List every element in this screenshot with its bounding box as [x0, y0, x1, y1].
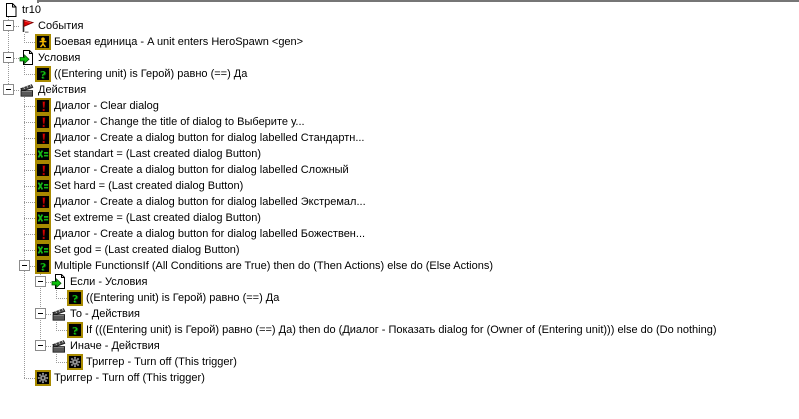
set-variable-icon	[35, 146, 51, 162]
tree-connector	[24, 106, 35, 107]
dialog-action-icon	[35, 98, 51, 114]
tree-connector	[24, 378, 35, 379]
tree-item-label[interactable]: Если - Условия	[70, 276, 148, 288]
tree-item-label[interactable]: Set standart = (Last created dialog Button)	[54, 148, 261, 160]
collapse-toggle-icon[interactable]	[19, 260, 30, 271]
tree-item-label[interactable]: Set extreme = (Last created dialog Button)	[54, 212, 261, 224]
tree-item-label[interactable]: Set hard = (Last created dialog Button)	[54, 180, 244, 192]
events-flag-icon	[19, 18, 35, 34]
trigger-document-icon	[3, 2, 19, 18]
tree-connector	[24, 42, 35, 43]
trigger-gear-icon	[67, 354, 83, 370]
tree-row-action-item	[0, 114, 799, 130]
tree-row-conditions	[0, 50, 799, 66]
tree-item-label[interactable]: Диалог - Create a dialog button for dialog labelled Стандартн...	[54, 132, 365, 144]
tree-row-action-item	[0, 130, 799, 146]
tree-item-label[interactable]: Диалог - Create a dialog button for dialog labelled Божествен...	[54, 228, 366, 240]
tree-item-label[interactable]: Диалог - Clear dialog	[54, 100, 159, 112]
tree-connector	[56, 362, 67, 363]
tree-row-then-actions	[0, 306, 799, 322]
tree-connector	[24, 250, 35, 251]
tree-item-label[interactable]: Триггер - Turn off (This trigger)	[54, 372, 205, 384]
tree-row-else-actions	[0, 338, 799, 354]
tree-item-label[interactable]: Диалог - Create a dialog button for dialog labelled Экстремал...	[54, 196, 366, 208]
tree-connector	[24, 218, 35, 219]
collapse-toggle-icon[interactable]	[3, 20, 14, 31]
tree-item-label[interactable]: Multiple FunctionsIf (All Conditions are True) then do (Then Actions) else do (Else Actions)	[54, 260, 493, 272]
tree-connector	[56, 298, 67, 299]
tree-row-action-item	[0, 98, 799, 114]
tree-row-action-item	[0, 242, 799, 258]
actions-clapper-icon	[51, 306, 67, 322]
tree-row-action-item	[0, 210, 799, 226]
dialog-action-icon	[35, 162, 51, 178]
tree-row-condition-item	[0, 290, 799, 306]
unit-event-icon	[35, 34, 51, 50]
tree-row-actions	[0, 82, 799, 98]
tree-item-label[interactable]: Диалог - Change the title of dialog to Выберите у...	[54, 116, 305, 128]
tree-connector	[56, 330, 67, 331]
tree-row-action-item	[0, 162, 799, 178]
collapse-toggle-icon[interactable]	[35, 340, 46, 351]
tree-row-action-item	[0, 194, 799, 210]
set-variable-icon	[35, 178, 51, 194]
tree-item-label[interactable]: Иначе - Действия	[70, 340, 160, 352]
dialog-action-icon	[35, 226, 51, 242]
tree-row-action-item	[0, 146, 799, 162]
tree-connector	[24, 122, 35, 123]
condition-question-icon	[35, 66, 51, 82]
tree-row-event-item	[0, 34, 799, 50]
tree-row-condition-item	[0, 66, 799, 82]
tree-item-label[interactable]: If (((Entering unit) is Герой) равно (==) Да) then do (Диалог - Показать dialog for (Owner of (Entering unit))) else do (Do nothing)	[86, 324, 717, 336]
collapse-toggle-icon[interactable]	[35, 308, 46, 319]
tree-item-label[interactable]: Условия	[38, 52, 81, 64]
tree-connector	[24, 74, 35, 75]
dialog-action-icon	[35, 194, 51, 210]
tree-row-action-item	[0, 370, 799, 386]
tree-connector	[24, 138, 35, 139]
tree-connector	[24, 170, 35, 171]
tree-row-if-conditions	[0, 274, 799, 290]
conditions-icon	[19, 50, 35, 66]
tree-item-label[interactable]: ((Entering unit) is Герой) равно (==) Да	[54, 68, 248, 80]
tree-item-label[interactable]: Set god = (Last created dialog Button)	[54, 244, 240, 256]
trigger-name-label[interactable]: tr10	[22, 4, 41, 16]
tree-item-label[interactable]: Действия	[38, 84, 87, 96]
tree-item-label[interactable]: То - Действия	[70, 308, 140, 320]
tree-item-label[interactable]: Боевая единица - A unit enters HeroSpawn <gen>	[54, 36, 304, 48]
trigger-gear-icon	[35, 370, 51, 386]
tree-connector	[24, 154, 35, 155]
tree-connector	[24, 234, 35, 235]
collapse-toggle-icon[interactable]	[3, 84, 14, 95]
actions-clapper-icon	[51, 338, 67, 354]
tree-item-label[interactable]: Диалог - Create a dialog button for dialog labelled Сложный	[54, 164, 349, 176]
condition-question-icon	[67, 290, 83, 306]
tree-row-trigger-root	[0, 2, 799, 18]
tree-row-if-then-else	[0, 258, 799, 274]
set-variable-icon	[35, 210, 51, 226]
tree-row-action-item	[0, 322, 799, 338]
tree-connector	[24, 186, 35, 187]
tree-row-action-item	[0, 178, 799, 194]
tree-row-action-item	[0, 226, 799, 242]
tree-connector	[24, 202, 35, 203]
tree-item-label[interactable]: События	[38, 20, 84, 32]
if-then-else-icon	[67, 322, 83, 338]
tree-row-action-item	[0, 354, 799, 370]
conditions-icon	[51, 274, 67, 290]
tree-item-label[interactable]: Триггер - Turn off (This trigger)	[86, 356, 237, 368]
tree-row-events	[0, 18, 799, 34]
dialog-action-icon	[35, 130, 51, 146]
collapse-toggle-icon[interactable]	[3, 52, 14, 63]
tree-item-label[interactable]: ((Entering unit) is Герой) равно (==) Да	[86, 292, 280, 304]
actions-clapper-icon	[19, 82, 35, 98]
set-variable-icon	[35, 242, 51, 258]
collapse-toggle-icon[interactable]	[35, 276, 46, 287]
dialog-action-icon	[35, 114, 51, 130]
if-then-else-icon	[35, 258, 51, 274]
